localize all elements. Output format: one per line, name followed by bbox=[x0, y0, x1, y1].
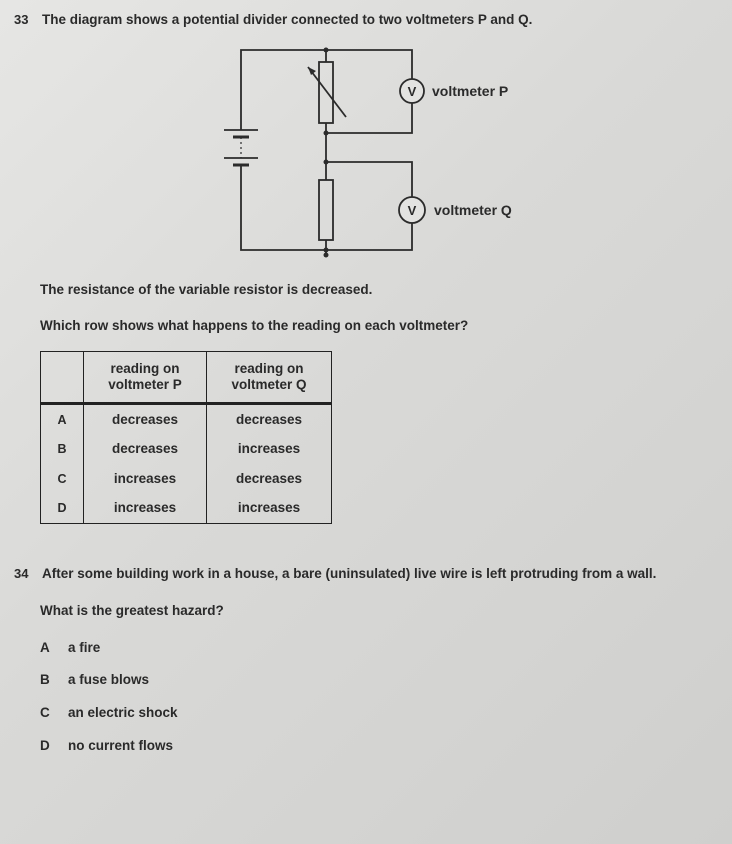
junction-mid-upper bbox=[324, 131, 329, 136]
junction-bottom bbox=[324, 248, 329, 253]
circuit-diagram bbox=[0, 0, 732, 280]
answer-table bbox=[40, 351, 332, 524]
table-row bbox=[41, 464, 332, 494]
wire-bottom-left bbox=[241, 165, 326, 250]
option-c-text: an electric shock bbox=[68, 705, 178, 720]
question-34-text: After some building work in a house, a bare (uninsulated) live wire is left protruding from a wall. bbox=[42, 566, 657, 581]
header-p-line1: reading on bbox=[110, 361, 180, 377]
junction-bottom-end bbox=[324, 253, 329, 258]
row-reading-p: decreases bbox=[84, 404, 207, 435]
header-q-line1: reading on bbox=[234, 361, 304, 377]
junction-mid-lower bbox=[324, 160, 329, 165]
variable-resistor bbox=[308, 62, 346, 123]
row-reading-p: increases bbox=[84, 464, 207, 494]
table-row bbox=[41, 404, 332, 435]
table-row bbox=[41, 494, 332, 524]
voltmeter-q-label: voltmeter Q bbox=[434, 202, 512, 218]
header-q-line2: voltmeter Q bbox=[231, 377, 307, 392]
wire-vq-top bbox=[326, 162, 412, 197]
option-d-text: no current flows bbox=[68, 738, 174, 753]
battery bbox=[224, 130, 258, 165]
row-letter: B bbox=[41, 435, 84, 465]
row-reading-p: increases bbox=[84, 494, 207, 524]
fixed-resistor bbox=[319, 180, 333, 240]
answer-table-header bbox=[41, 352, 332, 404]
wire-vq-bottom bbox=[326, 223, 412, 250]
option-d-letter: D bbox=[40, 738, 50, 753]
option-b-letter: B bbox=[40, 672, 50, 687]
option-c-letter: C bbox=[40, 705, 50, 720]
row-reading-q: decreases bbox=[207, 464, 332, 494]
voltmeter-p-label: voltmeter P bbox=[432, 83, 509, 99]
question-33-statement: The resistance of the variable resistor is decreased. bbox=[40, 282, 373, 297]
header-p-line2: voltmeter P bbox=[108, 377, 182, 392]
header-voltmeter-q bbox=[207, 352, 332, 404]
question-33-prompt: Which row shows what happens to the reading on each voltmeter? bbox=[40, 318, 469, 333]
row-reading-q: decreases bbox=[207, 404, 332, 435]
voltmeter-p-symbol: V bbox=[407, 84, 417, 99]
row-letter: D bbox=[41, 494, 84, 524]
option-b-text: a fuse blows bbox=[68, 672, 150, 687]
wire-top-left bbox=[241, 50, 326, 130]
voltmeter-p bbox=[400, 79, 424, 103]
question-33-text: The diagram shows a potential divider connected to two voltmeters P and Q. bbox=[42, 12, 533, 27]
option-a-text: a fire bbox=[68, 640, 101, 655]
row-letter: A bbox=[41, 404, 84, 435]
row-letter: C bbox=[41, 464, 84, 494]
row-reading-q: increases bbox=[207, 494, 332, 524]
row-reading-q: increases bbox=[207, 435, 332, 465]
voltmeter-q bbox=[399, 197, 425, 223]
header-voltmeter-p bbox=[84, 352, 207, 404]
header-blank-cell bbox=[41, 352, 84, 404]
question-34-number: 34 bbox=[14, 566, 29, 581]
question-34-prompt: What is the greatest hazard? bbox=[40, 603, 224, 618]
voltmeter-q-symbol: V bbox=[407, 203, 417, 218]
wire-vp-top bbox=[326, 50, 412, 79]
question-33-number: 33 bbox=[14, 12, 29, 27]
junction-top bbox=[324, 48, 329, 53]
table-row bbox=[41, 435, 332, 465]
row-reading-p: decreases bbox=[84, 435, 207, 465]
option-a-letter: A bbox=[40, 640, 50, 655]
